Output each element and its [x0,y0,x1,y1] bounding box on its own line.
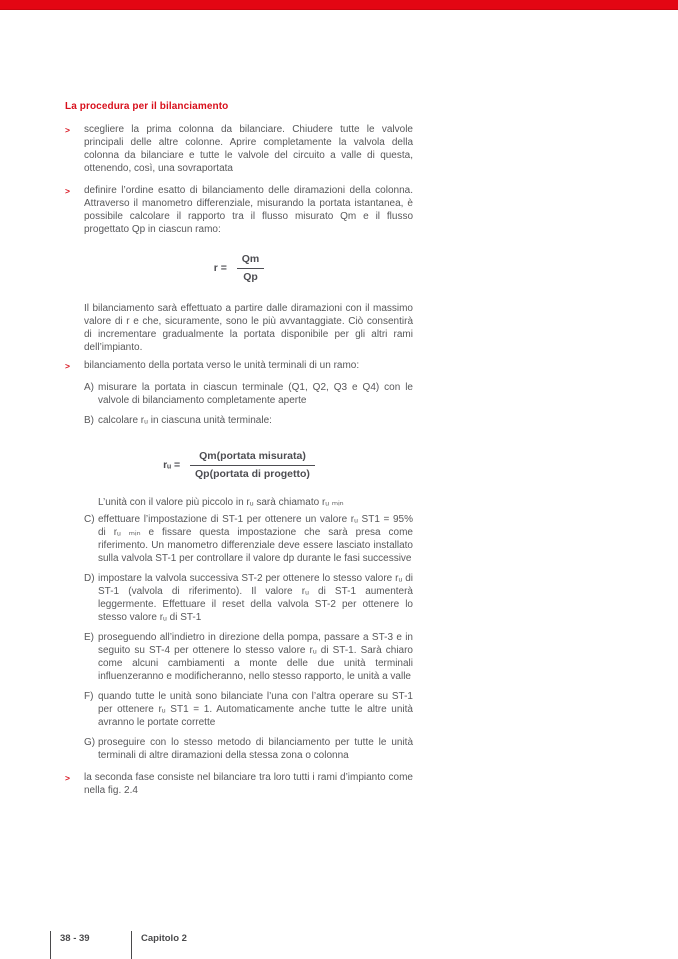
step-item-e [84,631,413,683]
bullet-marker: > [65,124,70,135]
bullet-marker: > [65,185,70,196]
formula-ru-equals-qm-over-qp [65,450,413,480]
chapter-label: Capitolo 2 [141,933,187,944]
step-text: quando tutte le unità sono bilanciate l’una con l’altra operare su ST-1 per ottenere rᵤ ST1 = 1. Automaticamente anche tutte le altre unità avranno le portate corrette [98,691,413,728]
bullet-text: la seconda fase consiste nel bilanciare tra loro tutti i rami d’impianto come nella fig. 2.4 [84,772,413,796]
step-text: proseguire con lo stesso metodo di bilanciamento per tutte le unità terminali di altre diramazioni della stessa zona o colonna [98,737,413,761]
section-heading: La procedura per il bilanciamento [65,101,229,112]
bullet-text: definire l’ordine esatto di bilanciamento delle diramazioni della colonna. Attraverso il manometro differenziale, misurando la portata istantanea, è possibile calcolare il rapporto tra il flusso misurato Qm e il flusso progettato Qp in ciascun ramo: [84,185,413,235]
footer-divider [50,931,51,959]
bullet-item [65,359,413,372]
step-item-a [84,381,413,407]
top-red-bar [0,0,678,10]
step-item-f [84,690,413,729]
formula-r-equals-qm-over-qp [65,253,413,283]
step-item-b [84,414,413,427]
bullet-text: bilanciamento della portata verso le unità terminali di un ramo: [84,360,360,371]
step-text: effettuare l’impostazione di ST-1 per ottenere un valore rᵤ ST1 = 95% di rᵤ ₘᵢₙ e fissare questa impostazione che sarà presa come riferimento. Un manometro differenziale deve essere lasciato installato sulla valvola ST-1 per controllare il valore dp durante le fasi successive [98,514,413,564]
page-number: 38 - 39 [60,933,90,944]
step-label: E) [84,632,94,643]
fraction-denominator: Qp [243,271,258,283]
note-ru-min: L’unità con il valore più piccolo in rᵤ sarà chiamato rᵤ ₘᵢₙ [98,497,344,508]
bullet-item [65,123,413,175]
step-label: A) [84,382,94,393]
step-text: calcolare rᵤ in ciascuna unità terminale: [98,415,272,426]
fraction-numerator: Qm(portata misurata) [190,450,315,466]
step-text: impostare la valvola successiva ST-2 per ottenere lo stesso valore rᵤ di ST-1 (valvola di riferimento). Il valore rᵤ di ST-1 aumenterà leggermente. Effettuare il reset della valvola ST-2 per ottenere lo stesso valore rᵤ di ST-1 [98,573,413,623]
text-column [65,101,413,806]
fraction-numerator: Qm [237,253,265,269]
step-label: F) [84,691,94,702]
paragraph-balancing-order: Il bilanciamento sarà effettuato a partire dalle diramazioni con il massimo valore di r e che, sicuramente, sono le più avvantaggiate. Ciò consentirà di incrementare gradualmente la portata disponibile per gli altri rami dell’impianto. [84,303,413,353]
step-text: misurare la portata in ciascun terminale (Q1, Q2, Q3 e Q4) con le valvole di bilanciamento completamente aperte [98,382,413,406]
bullet-marker: > [65,772,70,783]
bullet-item [65,771,413,797]
bullet-item [65,184,413,236]
step-label: B) [84,415,94,426]
step-item-g [84,736,413,762]
step-label: C) [84,514,95,525]
footer-divider [131,931,132,959]
bullet-text: scegliere la prima colonna da bilanciare. Chiudere tutte le valvole principali delle altre colonne. Aprire completamente la valvola della colonna da bilanciare e tutte le valvole del circuito a valle di questa, ottenendo, così, una sovraportata [84,124,413,174]
fraction [237,253,265,283]
fraction-denominator: Qp(portata di progetto) [195,468,310,480]
fraction [190,450,315,480]
step-item-c [84,513,413,565]
step-label: D) [84,573,95,584]
formula-lhs: r = [213,262,227,274]
step-label: G) [84,737,96,748]
step-text: proseguendo all’indietro in direzione della pompa, passare a ST-3 e in seguito su ST-4 per ottenere lo stesso valore rᵤ di ST-1. Sarà chiaro come alcuni cambiamenti a monte delle due unità terminali influenzeranno e modificheranno, nello stesso rapporto, le unità a valle [98,632,413,682]
formula-lhs: rᵤ = [163,459,181,471]
bullet-marker: > [65,360,70,371]
step-item-d [84,572,413,624]
